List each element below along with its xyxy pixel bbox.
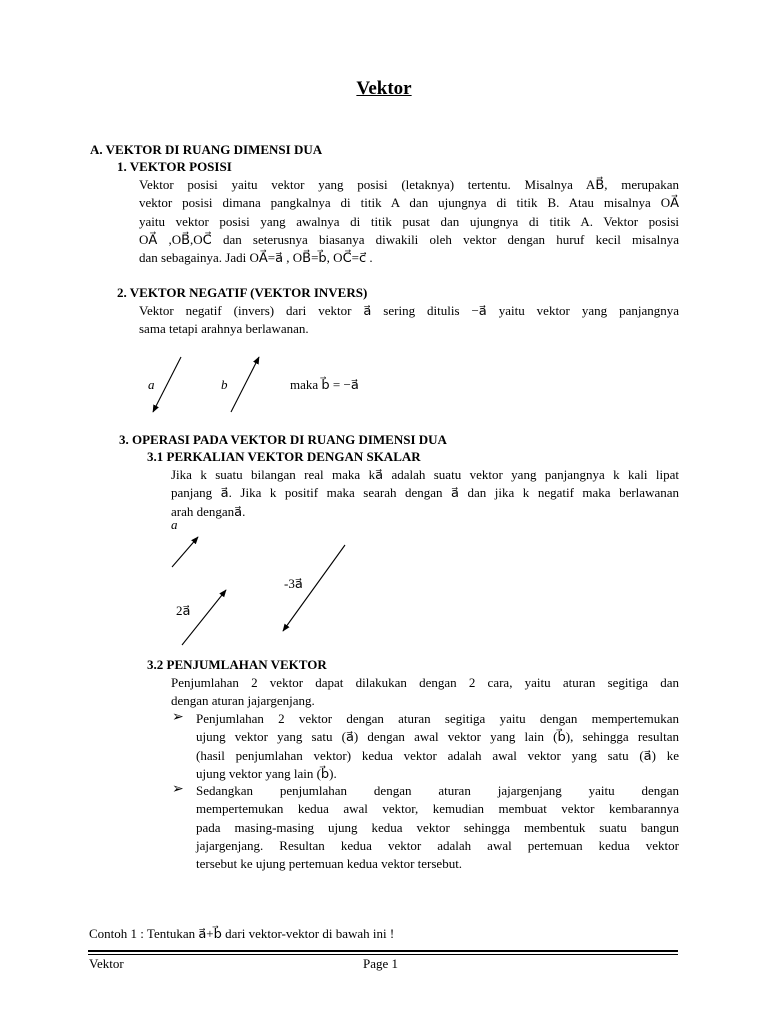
relation-b-equals-neg-a: maka b⃗ = −a⃗ bbox=[290, 377, 359, 392]
paragraph-line: Penjumlahan 2 vektor dengan aturan segitiga yaitu dengan mempertemukan bbox=[196, 711, 679, 726]
label-2a: 2a⃗ bbox=[176, 603, 191, 618]
paragraph-line: Vektor posisi yaitu vektor yang posisi (letaknya) tertentu. Misalnya AB⃗, merupakan bbox=[139, 177, 679, 192]
paragraph-line: ujung vektor yang lain (b⃗). bbox=[196, 765, 337, 781]
vektor-posisi-heading: 1. VEKTOR POSISI bbox=[117, 159, 232, 174]
label-neg-3a: -3a⃗ bbox=[284, 576, 303, 591]
paragraph-line: pada masing-masing ujung kedua vektor sehingga membentuk suatu bangun bbox=[196, 819, 679, 835]
paragraph-line: mempertemukan kedua awal vektor, kemudian membuat vektor kembarannya bbox=[196, 801, 679, 817]
vector-a-arrow bbox=[153, 357, 181, 412]
label-vector-a: a⃗ bbox=[148, 377, 165, 392]
section-a-heading: A. VEKTOR DI RUANG DIMENSI DUA bbox=[90, 142, 323, 157]
bullet-arrow-icon: ➢ bbox=[172, 710, 184, 725]
paragraph-line: jajargenjang. Resultan kedua vektor adalah awal pertemuan kedua vektor bbox=[196, 837, 679, 853]
paragraph-line: ujung vektor yang satu (a⃗) dengan awal vektor yang lain (b⃗), sehingga resultan bbox=[196, 729, 679, 745]
paragraph-line: panjang a⃗. Jika k positif maka searah dengan a⃗ dan jika k negatif maka berlawanan bbox=[171, 485, 679, 501]
vector-b-arrow bbox=[231, 357, 259, 412]
penjumlahan-heading: 3.2 PENJUMLAHAN VEKTOR bbox=[147, 657, 327, 672]
vector-a-scalar-arrow bbox=[172, 537, 198, 567]
label-vector-b: b⃗ bbox=[221, 377, 238, 392]
page-title: Vektor bbox=[356, 78, 412, 99]
paragraph-line: dan sebagainya. Jadi OA⃗=a⃗ , OB⃗=b⃗, OC⃗=c⃗ . bbox=[139, 250, 373, 266]
paragraph-line: Jika k suatu bilangan real maka ka⃗ adalah suatu vektor yang panjangnya k kali lipat bbox=[171, 467, 679, 482]
paragraph-line: vektor posisi dimana pangkalnya di titik A dan ujungnya di titik B. Atau misalnya OA⃗ bbox=[139, 195, 679, 211]
paragraph-line: Vektor negatif (invers) dari vektor a⃗ sering ditulis −a⃗ yaitu vektor yang panjangnya bbox=[139, 303, 679, 318]
paragraph-line: OA⃗ ,OB⃗,OC⃗ dan seterusnya biasanya diwakili oleh vektor dengan huruf kecil misalnya bbox=[139, 231, 679, 247]
label-vector-a-scalar: a⃗ bbox=[171, 517, 188, 532]
footer-left: Vektor bbox=[89, 956, 124, 971]
vektor-negatif-heading: 2. VEKTOR NEGATIF (VEKTOR INVERS) bbox=[117, 285, 368, 300]
paragraph-line: yaitu vektor posisi yang awalnya di titik pusat dan ujungnya di titik A. Vektor posisi bbox=[139, 213, 679, 229]
operasi-heading: 3. OPERASI PADA VEKTOR DI RUANG DIMENSI DUA bbox=[119, 432, 447, 447]
vector-2a-arrow bbox=[182, 590, 226, 645]
paragraph-line: dengan aturan jajargenjang. bbox=[171, 693, 315, 709]
bullet-arrow-icon: ➢ bbox=[172, 782, 184, 797]
paragraph-line: (hasil penjumlahan vektor) kedua vektor adalah awal vektor yang satu (a⃗) ke bbox=[196, 747, 679, 763]
paragraph-line: sama tetapi arahnya berlawanan. bbox=[139, 321, 309, 337]
footer-page: Page 1 bbox=[363, 956, 399, 971]
paragraph-line: Sedangkan penjumlahan dengan aturan jajargenjang yaitu dengan bbox=[196, 783, 679, 798]
paragraph-line: arah dengana⃗. bbox=[171, 503, 246, 519]
vector-neg-3a-arrow bbox=[283, 545, 345, 631]
paragraph-line: Penjumlahan 2 vektor dapat dilakukan dengan 2 cara, yaitu aturan segitiga dan bbox=[171, 675, 679, 690]
perkalian-skalar-heading: 3.1 PERKALIAN VEKTOR DENGAN SKALAR bbox=[147, 449, 421, 464]
contoh-1: Contoh 1 : Tentukan a⃗+b⃗ dari vektor-vektor di bawah ini ! bbox=[89, 926, 395, 941]
paragraph-line: tersebut ke ujung pertemuan kedua vektor tersebut. bbox=[196, 856, 463, 872]
